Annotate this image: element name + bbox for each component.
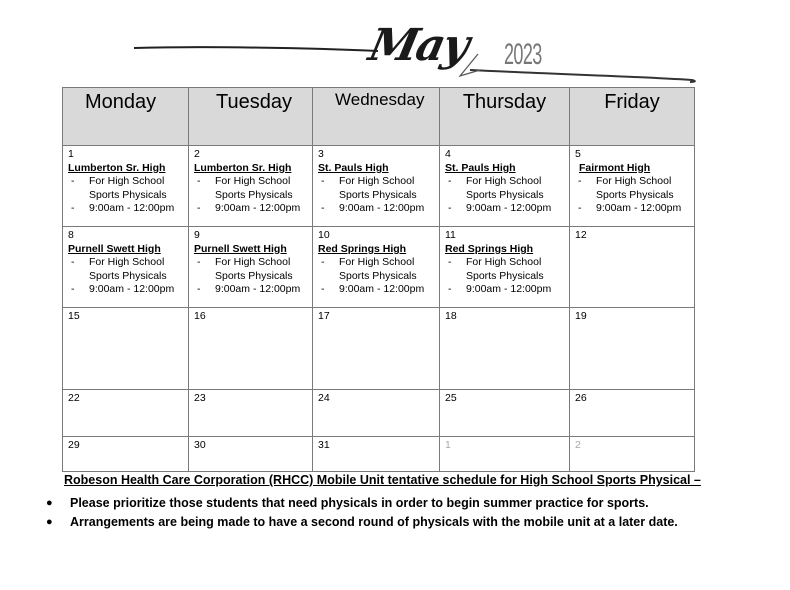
school-name: Purnell Swett High: [68, 242, 161, 255]
weekday-header-row: [63, 88, 695, 146]
event-item: - For High School Sports Physicals: [318, 256, 435, 283]
event-item: - For High School Sports Physicals: [68, 256, 184, 283]
event-details: [194, 256, 308, 297]
event-details: [445, 256, 565, 297]
event-details: [68, 256, 184, 297]
day-cell: [570, 308, 695, 390]
schedule-caption: Robeson Health Care Corporation (RHCC) Mobile Unit tentative schedule for High School Sports Physical –: [64, 473, 701, 487]
day-cell: [313, 390, 440, 437]
day-cell: [189, 227, 313, 308]
event-item: - 9:00am - 12:00pm: [194, 283, 308, 297]
day-cell: [440, 227, 570, 308]
event-item: - 9:00am - 12:00pm: [318, 202, 435, 216]
weekday-label: Wednesday: [335, 90, 425, 109]
bullet-icon: ●: [46, 497, 53, 509]
day-number: 31: [318, 439, 330, 451]
year: 2023: [504, 38, 542, 71]
day-number: 5: [575, 148, 581, 160]
day-cell: [440, 390, 570, 437]
day-number: 18: [445, 310, 457, 322]
day-cell: [570, 146, 695, 227]
month-name: May: [364, 20, 473, 71]
event-item: - For High School Sports Physicals: [194, 256, 308, 283]
day-number: 3: [318, 148, 324, 160]
calendar-grid: [62, 87, 695, 472]
day-number: 10: [318, 229, 330, 241]
day-cell: [570, 390, 695, 437]
day-cell: [189, 308, 313, 390]
event-item: - 9:00am - 12:00pm: [68, 202, 184, 216]
bullet-icon: ●: [46, 516, 53, 528]
day-number: 4: [445, 148, 451, 160]
week-row: [63, 227, 695, 308]
event-item: - 9:00am - 12:00pm: [68, 283, 184, 297]
weekday-label: Tuesday: [216, 91, 292, 113]
event-item: - For High School Sports Physicals: [68, 175, 184, 202]
school-name: Red Springs High: [445, 242, 534, 255]
week-row: [63, 390, 695, 437]
school-name: Red Springs High: [318, 242, 407, 255]
school-name: St. Pauls High: [318, 161, 389, 174]
day-number: 1: [445, 439, 451, 451]
weekday-wednesday: [313, 88, 440, 146]
day-number: 9: [194, 229, 200, 241]
day-number: 23: [194, 392, 206, 404]
day-cell: [63, 146, 189, 227]
event-item: - 9:00am - 12:00pm: [318, 283, 435, 297]
day-number: 12: [575, 229, 587, 241]
day-number: 24: [318, 392, 330, 404]
day-cell: [440, 146, 570, 227]
day-cell: [440, 308, 570, 390]
note-text: Arrangements are being made to have a second round of physicals with the mobile unit at a later date.: [70, 515, 678, 529]
day-number: 25: [445, 392, 457, 404]
day-number: 26: [575, 392, 587, 404]
event-item: - 9:00am - 12:00pm: [194, 202, 308, 216]
day-number: 1: [68, 148, 74, 160]
event-details: [318, 175, 435, 216]
day-cell: [313, 437, 440, 472]
weekday-label: Friday: [604, 91, 660, 113]
event-details: [445, 175, 565, 216]
day-cell: [313, 308, 440, 390]
event-item: - For High School Sports Physicals: [318, 175, 435, 202]
event-item: - 9:00am - 12:00pm: [445, 202, 565, 216]
weekday-tuesday: [189, 88, 313, 146]
note-text: Please prioritize those students that need physicals in order to begin summer practice for sports.: [70, 496, 649, 510]
day-cell-next-month: [440, 437, 570, 472]
school-name: Lumberton Sr. High: [68, 161, 166, 174]
event-item: - For High School Sports Physicals: [445, 175, 565, 202]
day-cell: [63, 390, 189, 437]
note-item: [46, 513, 678, 532]
school-name: St. Pauls High: [445, 161, 516, 174]
school-name: Fairmont High: [579, 161, 651, 174]
week-row: [63, 437, 695, 472]
event-details: [194, 175, 308, 216]
weekday-label: Thursday: [462, 91, 547, 113]
day-number: 17: [318, 310, 330, 322]
day-cell: [63, 437, 189, 472]
month-title: [130, 18, 700, 88]
day-cell: [63, 227, 189, 308]
week-row: [63, 308, 695, 390]
event-item: - 9:00am - 12:00pm: [575, 202, 690, 216]
notes-list: [46, 494, 678, 532]
day-cell: [189, 146, 313, 227]
day-number: 2: [575, 439, 581, 451]
day-number: 2: [194, 148, 200, 160]
day-cell: [63, 308, 189, 390]
day-number: 15: [68, 310, 80, 322]
day-cell: [189, 390, 313, 437]
event-details: [68, 175, 184, 216]
event-item: - For High School Sports Physicals: [194, 175, 308, 202]
weekday-thursday: [440, 88, 570, 146]
day-cell: [189, 437, 313, 472]
day-number: 29: [68, 439, 80, 451]
day-number: 30: [194, 439, 206, 451]
note-item: [46, 494, 678, 513]
event-details: [575, 175, 690, 216]
day-number: 8: [68, 229, 74, 241]
weekday-label: Monday: [85, 91, 157, 113]
day-number: 11: [445, 229, 456, 241]
school-name: Purnell Swett High: [194, 242, 287, 255]
week-row: [63, 146, 695, 227]
day-cell: [570, 227, 695, 308]
event-item: - 9:00am - 12:00pm: [445, 283, 565, 297]
weekday-friday: [570, 88, 695, 146]
weekday-monday: [63, 88, 189, 146]
day-number: 19: [575, 310, 587, 322]
event-item: - For High School Sports Physicals: [575, 175, 690, 202]
day-cell: [313, 227, 440, 308]
event-details: [318, 256, 435, 297]
day-cell-next-month: [570, 437, 695, 472]
event-item: - For High School Sports Physicals: [445, 256, 565, 283]
day-number: 22: [68, 392, 80, 404]
day-number: 16: [194, 310, 206, 322]
school-name: Lumberton Sr. High: [194, 161, 292, 174]
day-cell: [313, 146, 440, 227]
